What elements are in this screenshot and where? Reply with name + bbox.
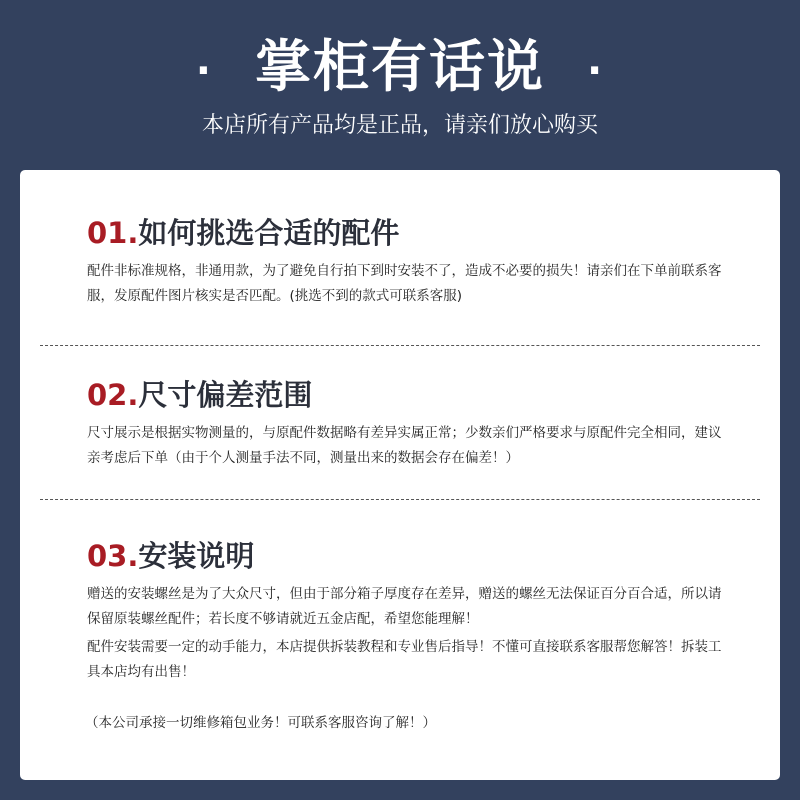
section-heading: 尺寸偏差范围 xyxy=(138,378,313,412)
section-size-tolerance xyxy=(87,375,727,471)
section-number: 01. xyxy=(87,216,139,250)
section-number: 03. xyxy=(87,539,139,573)
section-installation xyxy=(87,536,727,685)
section-paragraph: 尺寸展示是根据实物测量的，与原配件数据略有差异实属正常；少数亲们严格要求与原配件完全相同，建议亲考虑后下单（由于个人测量手法不同，测量出来的数据会存在偏差！） xyxy=(87,425,722,466)
section-title xyxy=(87,536,727,576)
section-title xyxy=(87,213,727,253)
section-paragraph: 配件安装需要一定的动手能力，本店提供拆装教程和专业售后指导！不懂可直接联系客服帮您解答！拆装工具本店均有出售！ xyxy=(87,639,722,680)
footer-note: （本公司承接一切维修箱包业务！可联系客服咨询了解！） xyxy=(85,715,436,731)
title-text: 掌柜有话说 xyxy=(255,35,545,100)
section-title xyxy=(87,375,727,415)
page-subtitle: 本店所有产品均是正品，请亲们放心购买 xyxy=(201,113,598,138)
title-dot-left: · xyxy=(195,47,213,94)
dashed-divider xyxy=(40,345,760,346)
section-select-parts xyxy=(87,213,727,309)
section-heading: 安装说明 xyxy=(138,539,255,573)
info-card xyxy=(20,170,780,780)
section-paragraph: 配件非标准规格，非通用款，为了避免自行拍下到时安装不了，造成不必要的损失！请亲们在下单前联系客服，发原配件图片核实是否匹配。(挑选不到的款式可联系客服) xyxy=(87,263,722,304)
page-title xyxy=(0,30,800,109)
section-heading: 如何挑选合适的配件 xyxy=(138,216,400,250)
dashed-divider xyxy=(40,499,760,500)
section-paragraph: 赠送的安装螺丝是为了大众尺寸，但由于部分箱子厚度存在差异，赠送的螺丝无法保证百分百合适，所以请保留原装螺丝配件；若长度不够请就近五金店配，希望您能理解！ xyxy=(87,586,722,627)
title-dot-right: · xyxy=(587,47,605,94)
section-number: 02. xyxy=(87,378,139,412)
